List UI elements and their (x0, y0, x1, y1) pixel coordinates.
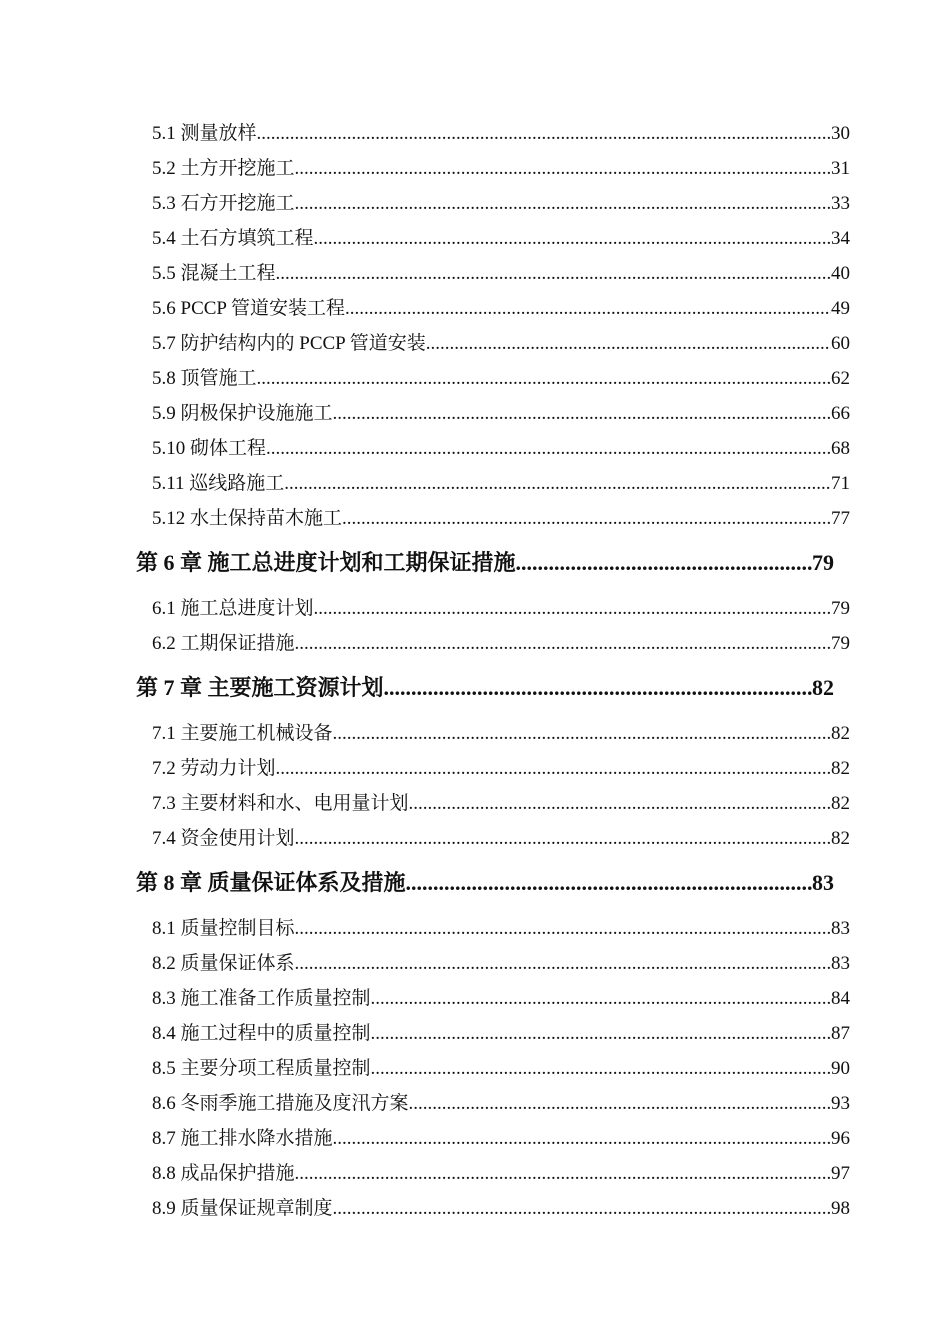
toc-page-number: 79 (831, 633, 850, 654)
toc-section-entry[interactable] (152, 1191, 850, 1226)
dot-leader (276, 751, 831, 786)
toc-entry-title: 5.6 PCCP 管道安装工程 (152, 298, 346, 319)
dot-leader (314, 591, 831, 626)
dot-leader (406, 862, 812, 904)
dot-leader (333, 1121, 831, 1156)
toc-section-entry[interactable] (152, 591, 850, 626)
toc-page-number: 33 (831, 193, 850, 214)
toc-entry-title: 5.3 石方开挖施工 (152, 193, 295, 214)
dot-leader (284, 466, 831, 501)
toc-entry-title: 7.4 资金使用计划 (152, 828, 295, 849)
toc-section-entry[interactable] (152, 431, 850, 466)
toc-entry-title: 8.1 质量控制目标 (152, 918, 295, 939)
toc-entry-title: 5.1 测量放样 (152, 123, 257, 144)
dot-leader (276, 256, 831, 291)
toc-section-entry[interactable] (152, 466, 850, 501)
toc-section-entry[interactable] (152, 116, 850, 151)
dot-leader (295, 911, 831, 946)
toc-section-entry[interactable] (152, 186, 850, 221)
toc-section-entry[interactable] (152, 151, 850, 186)
table-of-contents (0, 116, 950, 1226)
toc-section-entry[interactable] (152, 626, 850, 661)
toc-entry-title: 8.6 冬雨季施工措施及度汛方案 (152, 1093, 409, 1114)
toc-entry-title: 8.4 施工过程中的质量控制 (152, 1023, 371, 1044)
dot-leader (371, 981, 831, 1016)
toc-entry-title: 5.10 砌体工程 (152, 438, 267, 459)
toc-entry-title: 7.3 主要材料和水、电用量计划 (152, 793, 409, 814)
toc-entry-title: 8.7 施工排水降水措施 (152, 1128, 333, 1149)
dot-leader (266, 431, 831, 466)
toc-entry-title: 第 8 章 质量保证体系及措施 (136, 870, 406, 895)
toc-page-number: 40 (831, 263, 850, 284)
toc-section-entry[interactable] (152, 396, 850, 431)
toc-page-number: 93 (831, 1093, 850, 1114)
toc-page-number: 82 (831, 723, 850, 744)
toc-entry-title: 8.8 成品保护措施 (152, 1163, 295, 1184)
toc-chapter-entry[interactable] (136, 862, 834, 904)
toc-entry-title: 5.4 土石方填筑工程 (152, 228, 314, 249)
toc-page-number: 83 (831, 918, 850, 939)
toc-section-entry[interactable] (152, 911, 850, 946)
toc-page-number: 98 (831, 1198, 850, 1219)
toc-section-entry[interactable] (152, 786, 850, 821)
dot-leader (384, 667, 812, 709)
toc-entry-title: 8.9 质量保证规章制度 (152, 1198, 333, 1219)
toc-page-number: 79 (831, 598, 850, 619)
dot-leader (295, 946, 831, 981)
toc-page-number: 34 (831, 228, 850, 249)
toc-entry-title: 8.3 施工准备工作质量控制 (152, 988, 371, 1009)
toc-page-number: 90 (831, 1058, 850, 1079)
toc-entry-title: 7.1 主要施工机械设备 (152, 723, 333, 744)
toc-section-entry[interactable] (152, 256, 850, 291)
dot-leader (257, 116, 831, 151)
toc-page-number: 68 (831, 438, 850, 459)
toc-page-number: 82 (812, 675, 834, 700)
toc-section-entry[interactable] (152, 981, 850, 1016)
toc-page-number: 82 (831, 793, 850, 814)
toc-page-number: 71 (831, 473, 850, 494)
toc-chapter-entry[interactable] (136, 667, 834, 709)
dot-leader (295, 186, 831, 221)
toc-section-entry[interactable] (152, 751, 850, 786)
dot-leader (409, 1086, 831, 1121)
toc-entry-title: 5.2 土方开挖施工 (152, 158, 295, 179)
toc-page-number: 82 (831, 758, 850, 779)
toc-entry-title: 8.5 主要分项工程质量控制 (152, 1058, 371, 1079)
toc-page-number: 97 (831, 1163, 850, 1184)
dot-leader (345, 291, 831, 326)
dot-leader (314, 221, 831, 256)
dot-leader (371, 1051, 831, 1086)
toc-page-number: 82 (831, 828, 850, 849)
toc-chapter-entry[interactable] (136, 542, 834, 584)
toc-page-number: 84 (831, 988, 850, 1009)
toc-page-number: 60 (831, 333, 850, 354)
toc-entry-title: 6.1 施工总进度计划 (152, 598, 314, 619)
dot-leader (333, 1191, 831, 1226)
toc-section-entry[interactable] (152, 821, 850, 856)
toc-page-number: 83 (831, 953, 850, 974)
toc-page-number: 83 (812, 870, 834, 895)
toc-section-entry[interactable] (152, 1016, 850, 1051)
dot-leader (516, 542, 812, 584)
toc-section-entry[interactable] (152, 1156, 850, 1191)
dot-leader (342, 501, 831, 536)
dot-leader (295, 151, 831, 186)
toc-page-number: 79 (812, 550, 834, 575)
toc-entry-title: 5.9 阴极保护设施施工 (152, 403, 333, 424)
dot-leader (295, 821, 831, 856)
toc-entry-title: 8.2 质量保证体系 (152, 953, 295, 974)
toc-section-entry[interactable] (152, 291, 850, 326)
toc-entry-title: 第 7 章 主要施工资源计划 (136, 675, 384, 700)
dot-leader (409, 786, 831, 821)
toc-page-number: 62 (831, 368, 850, 389)
toc-page-number: 31 (831, 158, 850, 179)
toc-entry-title: 5.7 防护结构内的 PCCP 管道安装 (152, 333, 426, 354)
toc-section-entry[interactable] (152, 1086, 850, 1121)
dot-leader (295, 1156, 831, 1191)
toc-page-number: 66 (831, 403, 850, 424)
toc-section-entry[interactable] (152, 1121, 850, 1156)
dot-leader (371, 1016, 831, 1051)
toc-entry-title: 5.11 巡线路施工 (152, 473, 285, 494)
toc-entry-title: 7.2 劳动力计划 (152, 758, 276, 779)
toc-entry-title: 第 6 章 施工总进度计划和工期保证措施 (136, 550, 516, 575)
dot-leader (333, 716, 831, 751)
toc-entry-title: 5.8 顶管施工 (152, 368, 257, 389)
toc-section-entry[interactable] (152, 946, 850, 981)
toc-entry-title: 5.12 水土保持苗木施工 (152, 508, 343, 529)
dot-leader (333, 396, 831, 431)
toc-page-number: 77 (831, 508, 850, 529)
toc-section-entry[interactable] (152, 361, 850, 396)
toc-page-number: 30 (831, 123, 850, 144)
toc-section-entry[interactable] (152, 501, 850, 536)
toc-section-entry[interactable] (152, 716, 850, 751)
toc-entry-title: 5.5 混凝土工程 (152, 263, 276, 284)
toc-section-entry[interactable] (152, 221, 850, 256)
toc-section-entry[interactable] (152, 1051, 850, 1086)
dot-leader (257, 361, 831, 396)
toc-page-number: 49 (831, 298, 850, 319)
dot-leader (295, 626, 831, 661)
toc-page-number: 87 (831, 1023, 850, 1044)
toc-section-entry[interactable] (152, 326, 850, 361)
dot-leader (426, 326, 831, 361)
toc-page-number: 96 (831, 1128, 850, 1149)
toc-entry-title: 6.2 工期保证措施 (152, 633, 295, 654)
